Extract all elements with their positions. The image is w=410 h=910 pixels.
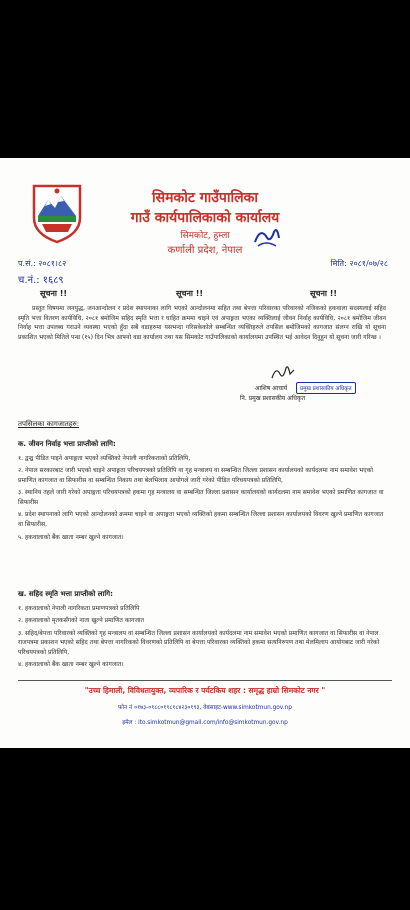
- signature-icon: [270, 364, 296, 382]
- office-name: सिमकोट गाउँपालिका: [151, 190, 259, 206]
- letter-date: मिति: २०८१/०७/२८: [330, 259, 388, 268]
- footer-slogan: "उच्च हिमाली, विविधतायुक्त, व्यपारिक र पर्यटकिय शहर : समृद्ध हाम्रो सिमकोट नगर ": [84, 686, 326, 695]
- section-b-title: ख. सहिद स्मृति भत्ता प्राप्तीको लागि:: [18, 590, 113, 598]
- office-subtitle: गाउँ कार्यपालिकाको कार्यालय: [130, 210, 280, 226]
- footer-email: इमेल : ito.simkotmun@gmail.com/info@simkotmun.gov.np: [122, 720, 288, 726]
- list-item: ३. सहिद/बेपत्ता परिवारको व्यक्तिको गृह मन्त्रालय वा सम्बन्धित जिल्ला प्रशासन कार्यालयको कार्यदलमा नाम समावेश भएको प्रमाणित कागजात वा सिफारीस वा नेपाल राजपत्रमा प्रकाशन भएको सहिद तथा बेपत्ता नागरिकको विवरणको प्रतिलिपि वा बेपत्ता परिवारका व्यक्तिको हकमा सत्यनिरुपण तथा मेलमिलाप आयोगबाट जारी गरेको परिचयपत्रको प्रतिलिपि,: [18, 629, 380, 657]
- official-stamp: प्रमुख प्रशासकीय अधिकृत: [296, 382, 356, 394]
- documents-heading: तपसिलका कागजातहरु:: [18, 420, 80, 428]
- list-item: ४. प्रदेश स्थापनाको लागि भएको आन्दोलनको क्रममा चाइने वा अपाङ्गता भएको व्यक्तिको हकमा सम्बन्धित जिल्ला प्रशासन कार्यालयको विवरण खुल्ने प्रमाणित कागजात वा सिफारीस,: [18, 511, 384, 529]
- office-location: सिमकोट, हुम्ला: [180, 231, 230, 241]
- signatory-name: आशिष आचार्य: [255, 385, 288, 392]
- list-item: २. हकवालाको मृतकसँगको नाता खुल्ने प्रमाणित कागजात: [18, 617, 145, 625]
- letter-number: प.सं.: २०८१।८२: [18, 259, 67, 268]
- section-b-list: [18, 604, 388, 673]
- footer-contact: फोन नं ०१७३-०१८८०१९८१८४२३०१९३, वेबसाइट-www.simkotmun.gov.np: [117, 705, 292, 711]
- dispatch-number: च.नं.: १६८९: [18, 275, 64, 286]
- notice-heading: सूचना !!: [310, 289, 338, 298]
- ink-mark: [252, 224, 282, 250]
- footer-divider: [18, 680, 392, 681]
- office-province: कर्णाली प्रदेश, नेपाल: [167, 245, 243, 256]
- section-a-list: [18, 454, 388, 545]
- notice-heading: सूचना !!: [40, 289, 68, 298]
- section-a-title: क. जीवन निर्वाह भत्ता प्राप्तीको लागि:: [18, 440, 116, 448]
- notice-heading: सूचना !!: [176, 289, 204, 298]
- list-item: १. हकवालाको नेपाली नागरिकता प्रमाणपत्रको प्रतिलिपि: [18, 605, 140, 612]
- list-item: ४. हकवालाको बैंक खाता नम्बर खुल्ने कागजात।: [18, 661, 124, 669]
- list-item: १. द्वन्द्व पीडित पाइने अपाङ्गता भएको व्यक्तिको नेपाली नागरिकताको प्रतिलिपि,: [18, 455, 191, 462]
- letter-document: [0, 158, 410, 748]
- signatory-title: नि. प्रमुख प्रशासकीय अधिकृत: [240, 395, 306, 402]
- list-item: २. नेपाल सरकारबाट जारी भएको चाइने अपाङ्गता परिचयपत्रको प्रतिलिपि वा गृह मन्त्रालय वा सम्बन्धित जिल्ला प्रशासन कार्यालयको कार्यदलमा नाम समावेश भएको प्रमाणित कागजात वा सिफारीस वा सम्बन्धित निकाय तथा बेलभिलाय आयोगले जारी गरेको पीडित परिचयपत्रको प्रतिलिपि,: [18, 467, 373, 485]
- list-item: ३. स्थानिय तहले जारी गरेको अपाङ्गता परिचयपत्रको हकमा गृह मन्त्रालय वा सम्बन्धित जिल्ला प्रशासन कार्यालयको कार्यदलमा नाम समावेश भएको प्रमाणित कागजात वा सिफारीस: [18, 489, 384, 507]
- notice-body: प्रस्तुत विषयमा जनयुद्ध, जनआन्दोलन र प्रदेश स्थापनाका लागि भएको आन्दोलनमा सहित तथा बेपत्ता परिवारका परिवारको नजिकको हकवाला सदस्यलाई सहिद स्मृति भत्ता वितरण कार्यविधि, २०८१ बमोजिम सहिद स्मृति भत्ता र घाहित क्रममा चाइने एवं अपाङ्गता भएका व्यक्तिलाई जीवन निर्वाह कार्यविधि, २०८१ बमोजिम जीवन निर्वाह भत्ता उपलब्ध गराउने व्यवस्था भएको हुँदा सबै वडाहरुमा यसभन्दा गरिसकेकोले सम्बन्धित व्यक्तिहरुले तपसिल बमोजिमको कागजात संलग्न राखि यो सूचना प्रकाशित भएको मितिले पन्ध्र (१५) दिन भित्र आफ्नो वडा कार्यालय तथा यस सिमकोट गाउँपालिकाको कार्यालयमा उपस्थित भई आवेदन दिनुहुन यो सूचना जारी गरिन्छ ।: [18, 305, 386, 341]
- list-item: ५. हकवालाको बैंक खाता नम्बर खुल्ने कागजात।: [18, 533, 124, 541]
